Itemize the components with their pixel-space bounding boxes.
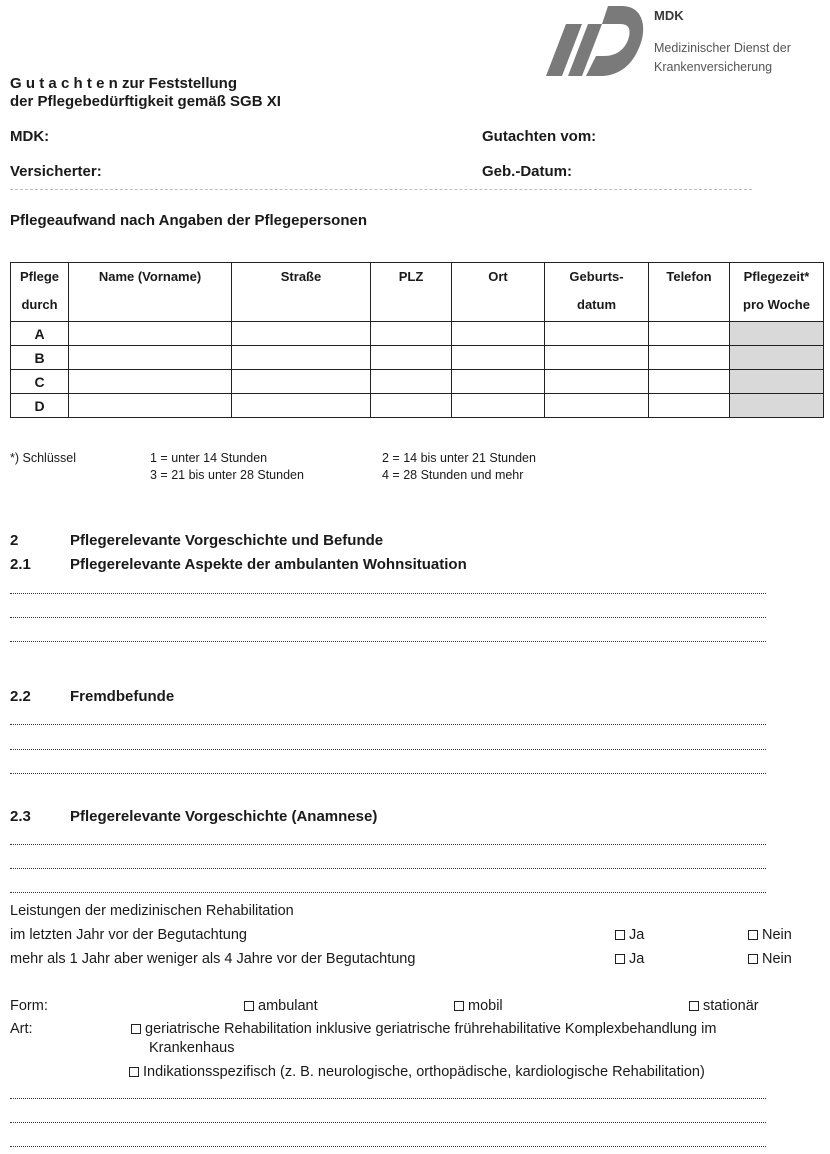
plz-cell[interactable] [371,346,452,370]
art-geriatrisch-line-2: Krankenhaus [149,1040,235,1056]
row-label: C [11,370,69,394]
fill-line[interactable] [10,868,766,869]
schluessel-key-4: 4 = 28 Stunden und mehr [382,468,524,482]
name-cell[interactable] [69,370,232,394]
logo-line-2: Krankenversicherung [654,60,773,74]
reha-heading: Leistungen der medizinischen Rehabilitation [10,903,294,919]
art-geriatrisch-option[interactable]: geriatrische Rehabilitation inklusive geriatrische frührehabilitative Komplexbehandlung im [131,1021,716,1037]
reha-question-1: im letzten Jahr vor der Begutachtung [10,927,247,943]
art-indikationsspezifisch-option[interactable]: Indikationsspezifisch (z. B. neurologische, orthopädische, kardiologische Rehabilitation) [129,1064,705,1080]
schluessel-key-3: 3 = 21 bis unter 28 Stunden [150,468,304,482]
versicherter-label: Versicherter: [10,163,102,180]
strasse-cell[interactable] [232,370,371,394]
pflegezeit-cell[interactable] [730,322,824,346]
checkbox-icon[interactable] [129,1067,139,1077]
telefon-cell[interactable] [649,322,730,346]
form-ambulant-option[interactable]: ambulant [244,998,318,1014]
section-2-3-title: Pflegerelevante Vorgeschichte (Anamnese) [70,808,378,825]
checkbox-icon[interactable] [615,954,625,964]
col-strasse: Straße [232,263,371,322]
name-cell[interactable] [69,394,232,418]
section-2-2-number: 2.2 [10,688,31,705]
reha-q1-nein-option[interactable]: Nein [748,927,792,943]
section-2-3-number: 2.3 [10,808,31,825]
mdk-logo-icon [544,4,646,76]
schluessel-label: *) Schlüssel [10,451,76,465]
checkbox-icon[interactable] [454,1001,464,1011]
plz-cell[interactable] [371,370,452,394]
checkbox-icon[interactable] [748,954,758,964]
col-ort: Ort [452,263,545,322]
table-header-row [11,263,824,322]
col-name: Name (Vorname) [69,263,232,322]
ort-cell[interactable] [452,370,545,394]
fill-line[interactable] [10,641,766,642]
reha-question-2: mehr als 1 Jahr aber weniger als 4 Jahre vor der Begutachtung [10,951,416,967]
pflegeaufwand-heading: Pflegeaufwand nach Angaben der Pflegepersonen [10,212,368,229]
art-label: Art: [10,1021,33,1037]
header-divider [10,189,752,190]
table-row [11,322,824,346]
fill-line[interactable] [10,749,766,750]
pflegepersonen-table [10,262,824,418]
fill-line[interactable] [10,724,766,725]
section-2-1-number: 2.1 [10,556,31,573]
mdk-label: MDK: [10,128,50,145]
checkbox-icon[interactable] [244,1001,254,1011]
section-2-2-title: Fremdbefunde [70,688,175,705]
telefon-cell[interactable] [649,346,730,370]
pflegezeit-cell[interactable] [730,346,824,370]
checkbox-icon[interactable] [748,930,758,940]
telefon-cell[interactable] [649,370,730,394]
title-gutachten: Gutachten [10,75,122,92]
row-label: D [11,394,69,418]
reha-q2-nein-option[interactable]: Nein [748,951,792,967]
form-mobil-option[interactable]: mobil [454,998,503,1014]
plz-cell[interactable] [371,322,452,346]
name-cell[interactable] [69,346,232,370]
col-telefon: Telefon [649,263,730,322]
section-2-1-title: Pflegerelevante Aspekte der ambulanten Wohnsituation [70,556,467,573]
fill-line[interactable] [10,617,766,618]
strasse-cell[interactable] [232,322,371,346]
ort-cell[interactable] [452,346,545,370]
fill-line[interactable] [10,773,766,774]
geburtsdatum-cell[interactable] [545,322,649,346]
reha-q2-ja-option[interactable]: Ja [615,951,644,967]
fill-line[interactable] [10,844,766,845]
ort-cell[interactable] [452,394,545,418]
table-row [11,346,824,370]
fill-line[interactable] [10,1098,766,1099]
form-stationaer-option[interactable]: stationär [689,998,759,1014]
geburtsdatum-cell[interactable] [545,394,649,418]
telefon-cell[interactable] [649,394,730,418]
logo-line-1: Medizinischer Dienst der [654,41,791,55]
geburtsdatum-cell[interactable] [545,346,649,370]
fill-line[interactable] [10,1122,766,1123]
document-title-line-1 [10,75,237,93]
col-pflegezeit: Pflegezeit* pro Woche [730,263,824,322]
col-plz: PLZ [371,263,452,322]
schluessel-key-2: 2 = 14 bis unter 21 Stunden [382,451,536,465]
geb-datum-label: Geb.-Datum: [482,163,572,180]
checkbox-icon[interactable] [615,930,625,940]
title-rest: zur Feststellung [121,75,237,92]
reha-q1-ja-option[interactable]: Ja [615,927,644,943]
section-2-number: 2 [10,532,19,549]
schluessel-key-1: 1 = unter 14 Stunden [150,451,268,465]
col-pflege-durch: Pflege durch [11,263,69,322]
checkbox-icon[interactable] [131,1024,141,1034]
pflegezeit-cell[interactable] [730,370,824,394]
gutachten-vom-label: Gutachten vom: [482,128,597,145]
row-label: B [11,346,69,370]
plz-cell[interactable] [371,394,452,418]
fill-line[interactable] [10,593,766,594]
geburtsdatum-cell[interactable] [545,370,649,394]
col-geburtsdatum: Geburts- datum [545,263,649,322]
strasse-cell[interactable] [232,394,371,418]
strasse-cell[interactable] [232,346,371,370]
name-cell[interactable] [69,322,232,346]
document-title-line-2: der Pflegebedürftigkeit gemäß SGB XI [10,93,281,110]
fill-line[interactable] [10,1146,766,1147]
table-row [11,370,824,394]
checkbox-icon[interactable] [689,1001,699,1011]
table-row [11,394,824,418]
pflegezeit-cell[interactable] [730,394,824,418]
fill-line[interactable] [10,892,766,893]
logo-abbreviation: MDK [654,8,684,23]
form-label: Form: [10,998,48,1014]
section-2-title: Pflegerelevante Vorgeschichte und Befunde [70,532,384,549]
ort-cell[interactable] [452,322,545,346]
row-label: A [11,322,69,346]
